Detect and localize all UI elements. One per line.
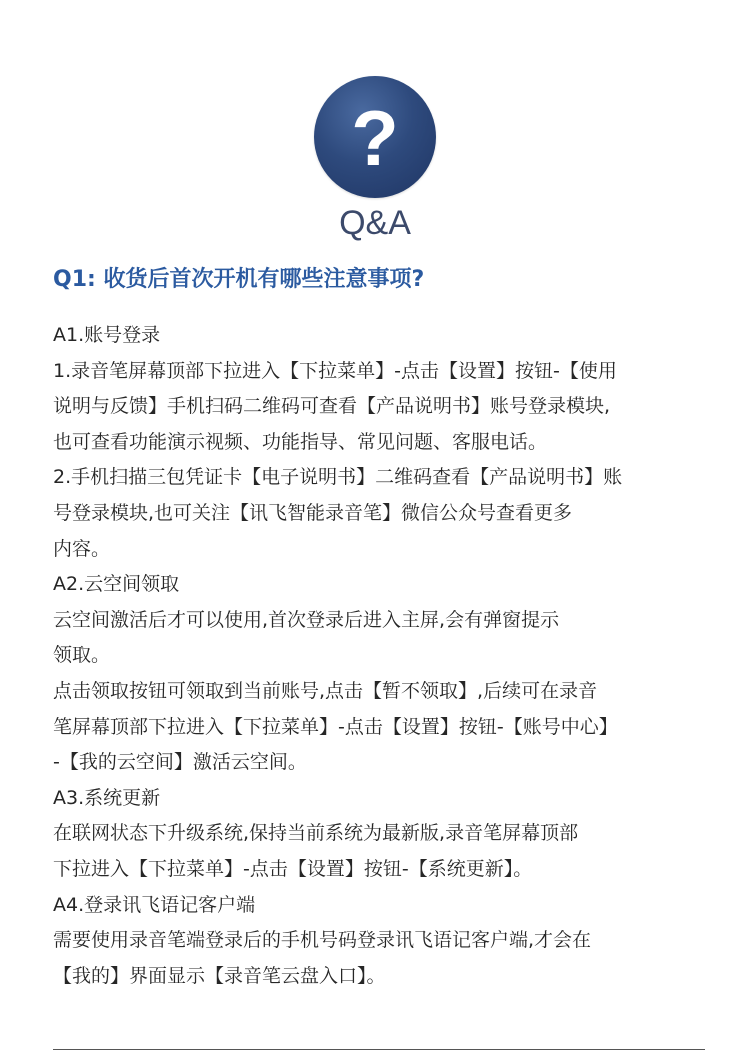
question-mark-glyph: ? [351,94,399,182]
qa-header [0,76,750,242]
answer-line: 领取。 [53,644,111,667]
answer-line: 【我的】界面显示【录音笔云盘入口】。 [53,964,386,987]
answer-body [53,318,713,994]
answer-line: 说明与反馈】手机扫码二维码可查看【产品说明书】账号登录模块, [53,395,611,418]
answer-line: 笔屏幕顶部下拉进入【下拉菜单】-点击【设置】按钮-【账号中心】 [53,715,618,738]
answer-line: 2.手机扫描三包凭证卡【电子说明书】二维码查看【产品说明书】账 [53,466,623,489]
answer-line: 号登录模块,也可关注【讯飞智能录音笔】微信公众号查看更多 [53,501,573,524]
answer-heading-a3: A3.系统更新 [53,786,161,809]
question-title: Q1: 收货后首次开机有哪些注意事项? [53,267,425,292]
answer-heading-a4: A4.登录讯飞语记客户端 [53,893,256,916]
answer-line: 点击领取按钮可领取到当前账号,点击【暂不领取】,后续可在录音 [53,679,598,702]
qa-label: Q&A [339,204,411,242]
answer-line: 需要使用录音笔端登录后的手机号码登录讯飞语记客户端,才会在 [53,929,592,952]
answer-line: 也可查看功能演示视频、功能指导、常见问题、客服电话。 [53,430,548,453]
answer-line: 在联网状态下升级系统,保持当前系统为最新版,录音笔屏幕顶部 [53,822,579,845]
answer-line: 内容。 [53,537,111,560]
answer-line: 1.录音笔屏幕顶部下拉进入【下拉菜单】-点击【设置】按钮-【使用 [53,359,617,382]
question-mark-icon [314,76,436,198]
answer-line: 下拉进入【下拉菜单】-点击【设置】按钮-【系统更新】。 [53,857,533,880]
answer-line: -【我的云空间】激活云空间。 [53,751,307,774]
faq-content [53,262,713,994]
bottom-divider [53,1049,705,1050]
answer-heading-a2: A2.云空间领取 [53,573,180,596]
answer-line: 云空间激活后才可以使用,首次登录后进入主屏,会有弹窗提示 [53,608,560,631]
answer-heading-a1: A1.账号登录 [53,324,161,346]
